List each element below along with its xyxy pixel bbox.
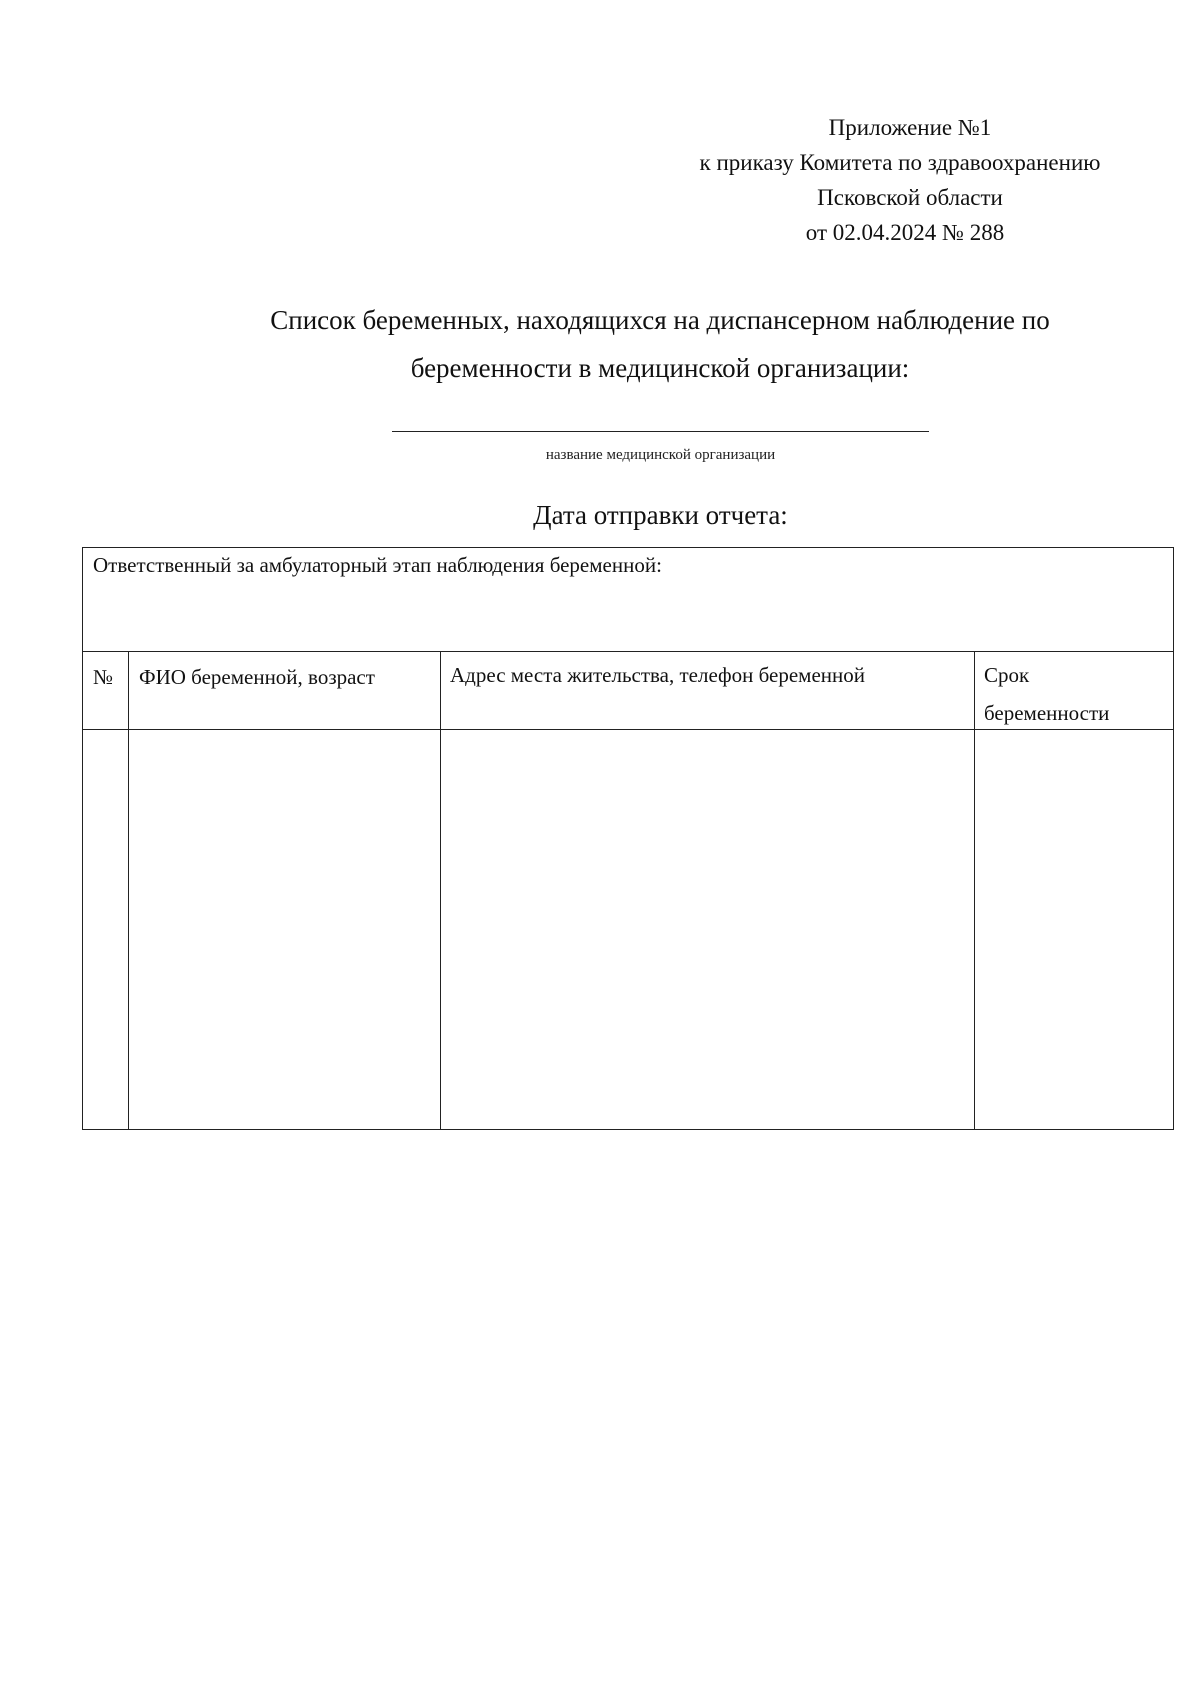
responsible-field[interactable]: [93, 588, 1163, 643]
column-header-address-phone: Адрес места жительства, телефон беременной: [450, 663, 866, 687]
annex-region: Псковской области: [817, 185, 1003, 210]
cell-address-phone[interactable]: [442, 731, 974, 1129]
column-header-term-line-2: беременности: [984, 701, 1110, 725]
organization-name-caption: название медицинской организации: [545, 447, 776, 463]
title-line-1: Список беременных, находящихся на диспансерном наблюдение по: [270, 305, 1050, 335]
responsible-label: Ответственный за амбулаторный этап наблюдения беременной:: [93, 553, 662, 577]
title-line-2: беременности в медицинской организации:: [410, 353, 910, 383]
column-header-term-line-1: Срок: [984, 663, 1030, 687]
annex-block: [660, 110, 1140, 250]
cell-number[interactable]: [83, 731, 128, 1129]
document-title: [180, 296, 1140, 392]
annex-date-number: от 02.04.2024 № 288: [805, 220, 1005, 245]
organization-name-field[interactable]: [392, 431, 929, 432]
table-header-top-border: [83, 651, 1173, 652]
cell-name-age[interactable]: [130, 731, 440, 1129]
annex-number: Приложение №1: [828, 115, 992, 140]
cell-term[interactable]: [976, 731, 1173, 1129]
annex-order-ref: к приказу Комитета по здравоохранению: [699, 150, 1101, 175]
table-row: [83, 731, 1173, 1129]
send-date-label: Дата отправки отчета:: [533, 500, 788, 530]
column-header-name-age: ФИО беременной, возраст: [139, 665, 375, 689]
column-header-number: №: [93, 665, 114, 689]
pregnant-list-table: [82, 547, 1174, 1130]
